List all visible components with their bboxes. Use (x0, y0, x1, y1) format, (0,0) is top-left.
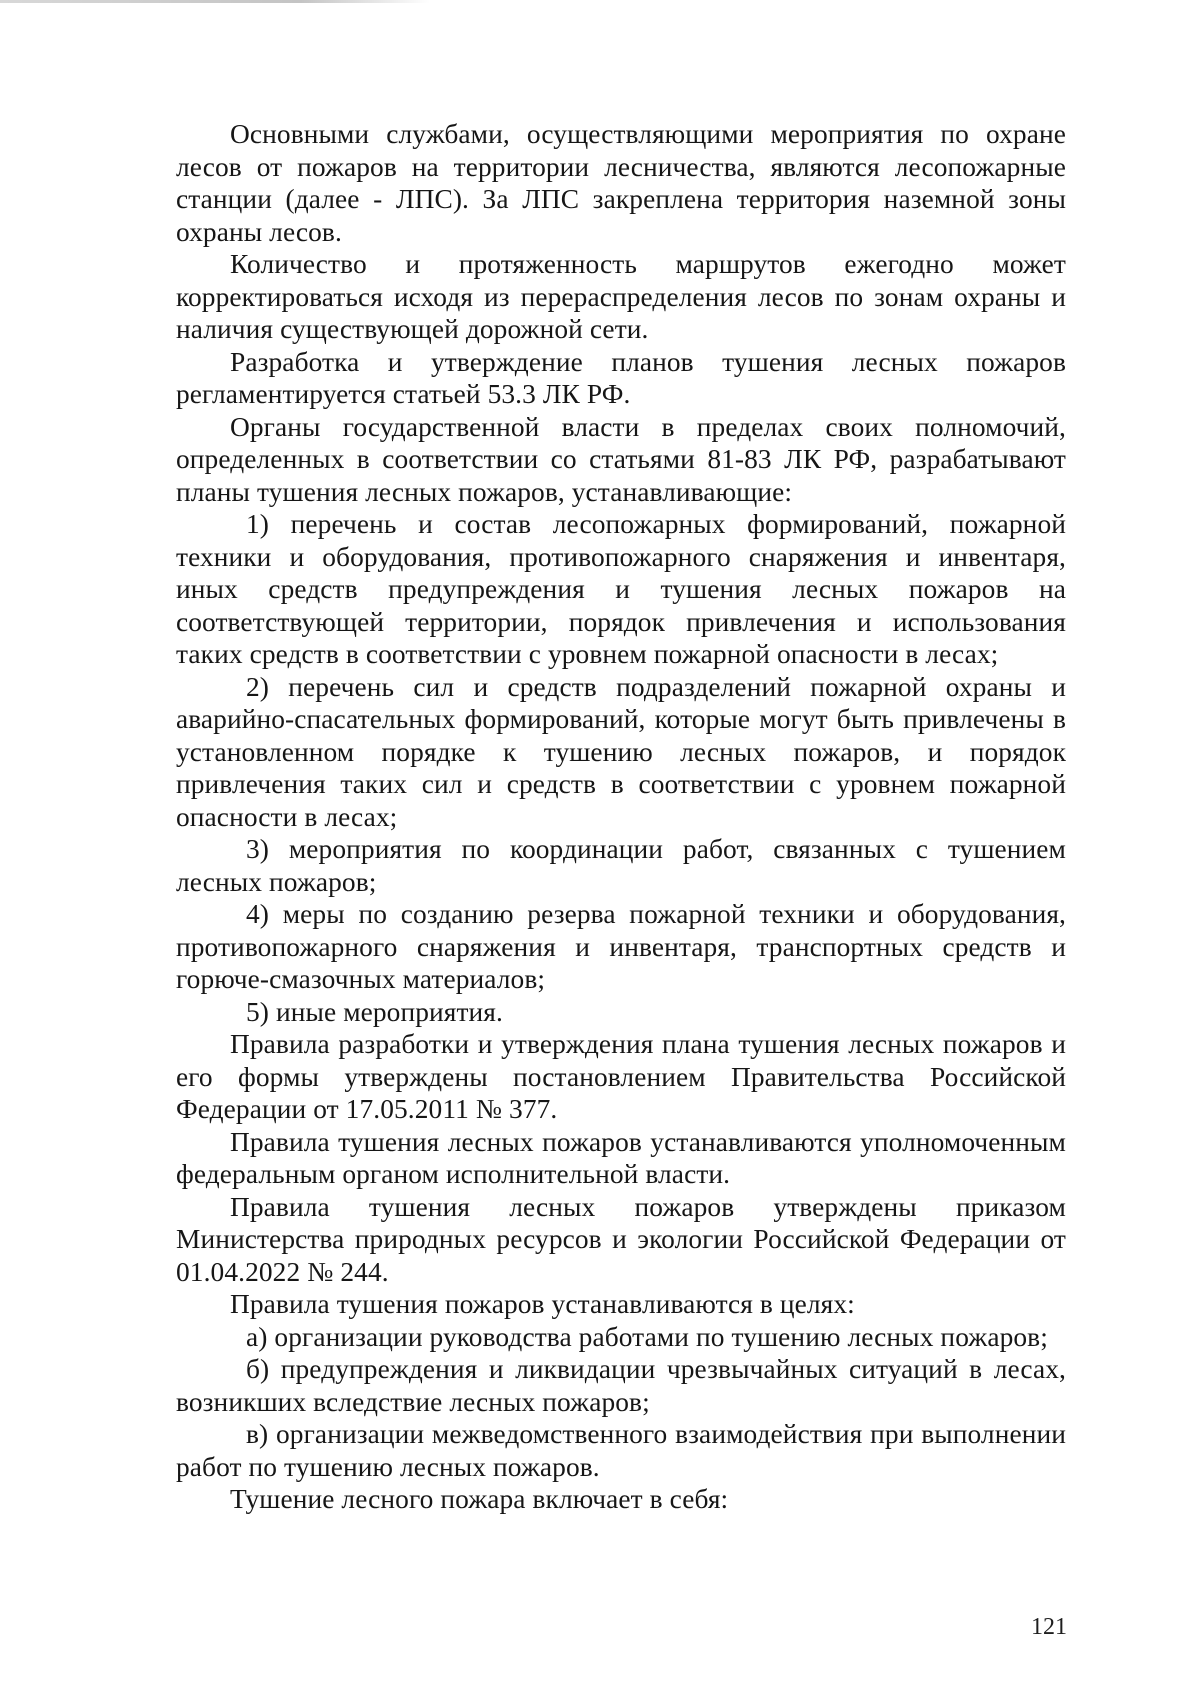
list-item: 3) мероприятия по координации работ, связанных с тушением лесных пожаров; (176, 834, 1066, 897)
paragraph: Количество и протяженность маршрутов ежегодно может корректироваться исходя из перераспределения лесов по зонам охраны и наличия существующей дорожной сети. (176, 249, 1066, 344)
document-body (176, 118, 1066, 1516)
paragraph: Разработка и утверждение планов тушения лесных пожаров регламентируется статьей 53.3 ЛК РФ. (176, 346, 1066, 409)
list-item: 1) перечень и состав лесопожарных формирований, пожарной техники и оборудования, противопожарного снаряжения и инвентаря, иных средств предупреждения и тушения лесных пожаров на соответствующей территории, порядок привлечения и использования таких средств в соответствии с уровнем пожарной опасности в лесах; (176, 509, 1066, 669)
paragraph: Тушение лесного пожара включает в себя: (230, 1484, 729, 1514)
page-number: 121 (1031, 1614, 1067, 1640)
list-item: б) предупреждения и ликвидации чрезвычайных ситуаций в лесах, возникших вследствие лесных пожаров; (176, 1354, 1066, 1417)
list-item: а) организации руководства работами по тушению лесных пожаров; (246, 1321, 1048, 1352)
scan-edge-shadow (0, 0, 430, 3)
list-item: в) организации межведомственного взаимодействия при выполнении работ по тушению лесных пожаров. (176, 1419, 1066, 1482)
paragraph: Основными службами, осуществляющими мероприятия по охране лесов от пожаров на территории лесничества, являются лесопожарные станции (далее - ЛПС). За ЛПС закреплена территория наземной зоны охраны лесов. (176, 119, 1066, 247)
paragraph: Правила разработки и утверждения плана тушения лесных пожаров и его формы утверждены постановлением Правительства Российской Федерации от 17.05.2011 № 377. (176, 1029, 1066, 1124)
paragraph: Органы государственной власти в пределах своих полномочий, определенных в соответствии со статьями 81-83 ЛК РФ, разрабатывают планы тушения лесных пожаров, устанавливающие: (176, 411, 1066, 507)
list-item: 4) меры по созданию резерва пожарной техники и оборудования, противопожарного снаряжения и инвентаря, транспортных средств и горюче-смазочных материалов; (176, 899, 1066, 994)
paragraph: Правила тушения лесных пожаров устанавливаются уполномоченным федеральным органом исполнительной власти. (176, 1126, 1066, 1189)
list-item: 2) перечень сил и средств подразделений пожарной охраны и аварийно-спасательных формирований, которые могут быть привлечены в установленном порядке к тушению лесных пожаров, и порядок привлечения таких сил и средств в соответствии с уровнем пожарной опасности в лесах; (176, 671, 1066, 832)
paragraph: Правила тушения лесных пожаров утверждены приказом Министерства природных ресурсов и экологии Российской Федерации от 01.04.2022 № 244. (176, 1191, 1066, 1287)
list-item: 5) иные мероприятия. (246, 996, 503, 1027)
paragraph: Правила тушения пожаров устанавливаются в целях: (230, 1289, 855, 1319)
